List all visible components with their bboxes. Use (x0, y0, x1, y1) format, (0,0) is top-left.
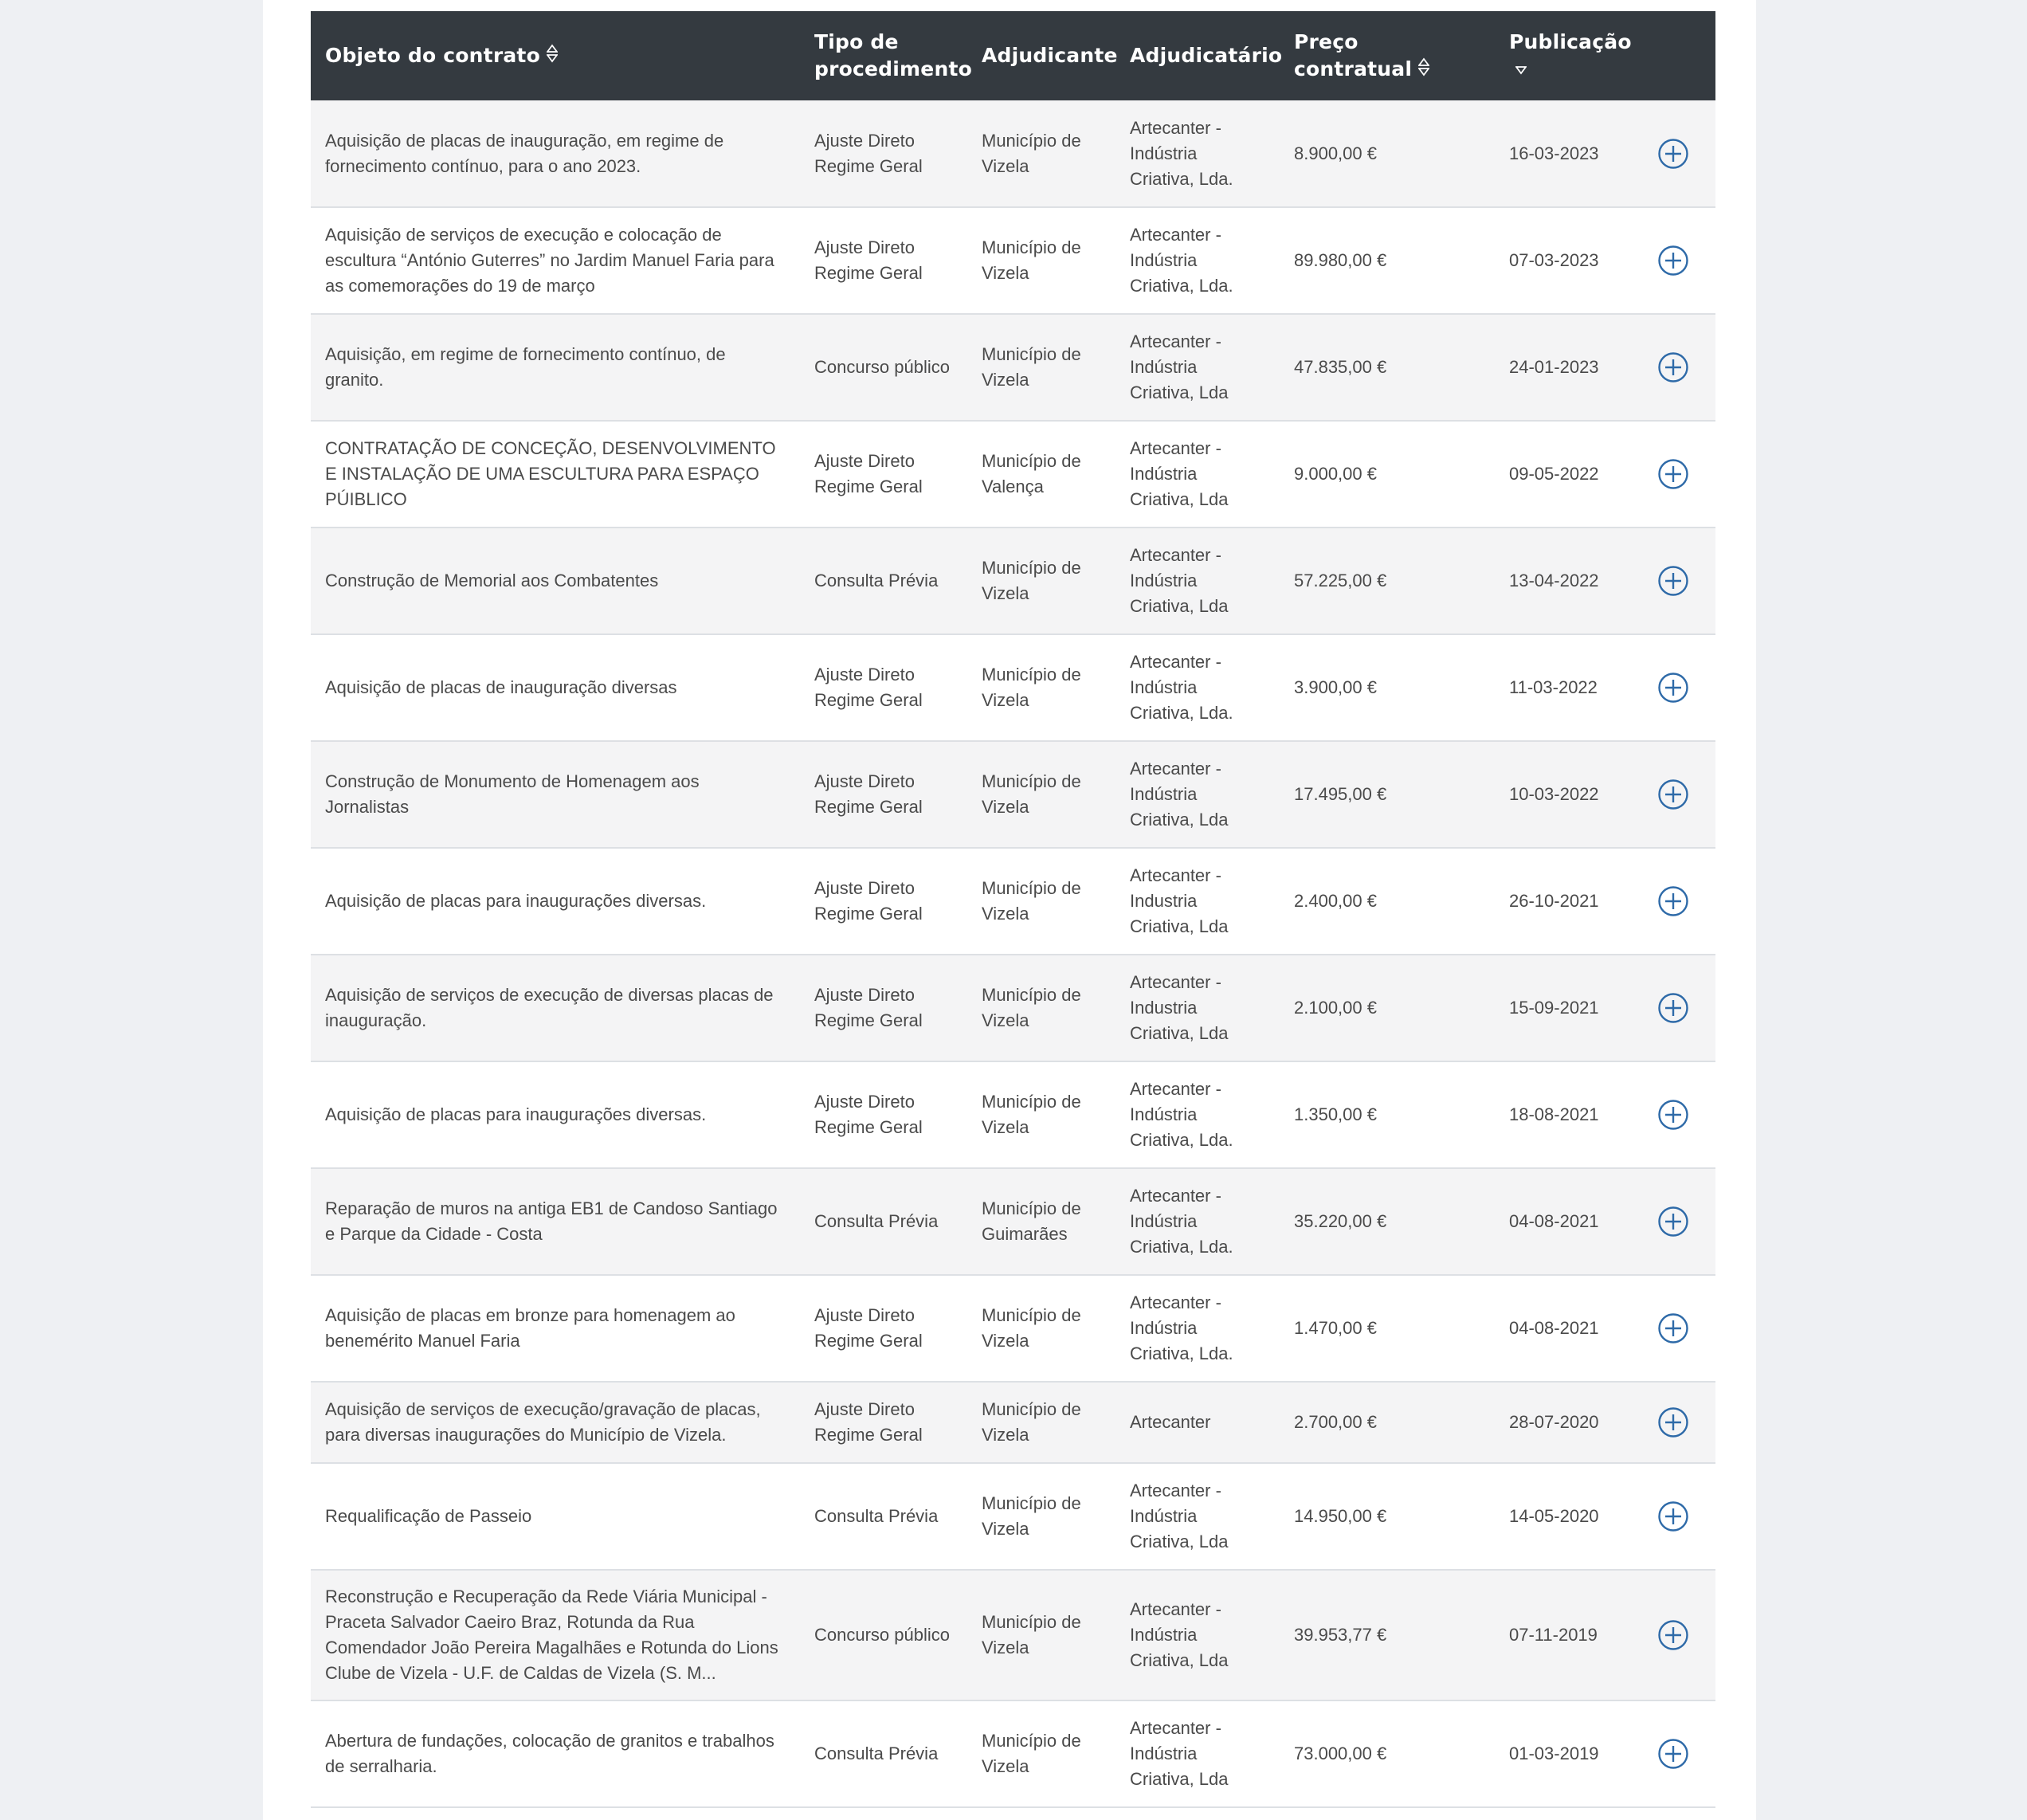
cell-objeto: Construção de Monumento de Homenagem aos Jornalistas (325, 771, 700, 817)
sort-both-icon[interactable] (1418, 57, 1429, 84)
table-row (311, 100, 1715, 207)
cell-adjudicatario: Artecanter - Indústria Criativa, Lda (1130, 1718, 1229, 1789)
cell-tipo: Consulta Prévia (814, 1506, 939, 1526)
cell-preco: 2.400,00 € (1294, 891, 1377, 911)
cell-adjudicatario: Artecanter - Indústria Criativa, Lda (1130, 759, 1229, 830)
header-tipo: Tipo de procedimento (814, 30, 972, 80)
cell-preco: 9.000,00 € (1294, 464, 1377, 484)
cell-adjudicatario: Artecanter - Indústria Criativa, Lda. (1130, 1186, 1233, 1257)
expand-plus-icon[interactable] (1657, 1210, 1689, 1230)
cell-objeto: Reparação de muros na antiga EB1 de Candoso Santiago e Parque da Cidade - Costa (325, 1198, 778, 1244)
cell-adjudicatario: Artecanter - Indústria Criativa, Lda (1130, 545, 1229, 616)
cell-objeto: Aquisição, em regime de fornecimento contínuo, de granito. (325, 344, 726, 390)
cell-objeto: Aquisição de placas para inaugurações diversas. (325, 891, 707, 911)
cell-objeto: Aquisição de placas em bronze para homenagem ao benemérito Manuel Faria (325, 1305, 735, 1351)
cell-tipo: Ajuste Direto Regime Geral (814, 985, 923, 1030)
table-row (311, 1275, 1715, 1382)
cell-adjudicatario: Artecanter - Industria Criativa, Lda (1130, 972, 1229, 1043)
table-row (311, 1570, 1715, 1700)
cell-tipo: Ajuste Direto Regime Geral (814, 237, 923, 283)
cell-objeto: Aquisição de serviços de execução e colocação de escultura “António Guterres” no Jardim Manuel Faria para as comemorações do 19 de março (325, 225, 774, 296)
sort-desc-icon[interactable] (1515, 57, 1527, 84)
cell-publicacao: 15-09-2021 (1509, 998, 1599, 1018)
expand-plus-icon[interactable] (1657, 677, 1689, 696)
cell-publicacao: 01-03-2019 (1509, 1744, 1599, 1763)
table-row (311, 848, 1715, 955)
expand-plus-icon[interactable] (1657, 1317, 1689, 1337)
expand-cell (1630, 741, 1715, 848)
cell-adjudicatario: Artecanter - Industria Criativa, Lda (1130, 865, 1229, 936)
cell-adjudicatario: Artecanter - Indústria Criativa, Lda. (1130, 652, 1233, 723)
cell-adjudicante: Município de Vizela (982, 130, 1081, 176)
cell-objeto: Requalificação de Passeio (325, 1506, 532, 1526)
header-publicacao[interactable]: Publicação (1495, 11, 1630, 100)
cell-publicacao: 24-01-2023 (1509, 357, 1599, 377)
cell-adjudicante: Município de Vizela (982, 558, 1081, 603)
expand-cell (1630, 1570, 1715, 1700)
cell-tipo: Ajuste Direto Regime Geral (814, 771, 923, 817)
cell-tipo: Ajuste Direto Regime Geral (814, 1092, 923, 1137)
cell-adjudicatario: Artecanter (1130, 1412, 1211, 1432)
cell-preco: 57.225,00 € (1294, 571, 1387, 590)
cell-publicacao: 26-10-2021 (1509, 891, 1599, 911)
cell-preco: 1.350,00 € (1294, 1104, 1377, 1124)
cell-adjudicatario: Artecanter - Indústria Criativa, Lda (1130, 331, 1229, 402)
expand-plus-icon[interactable] (1657, 783, 1689, 803)
cell-preco: 17.495,00 € (1294, 784, 1387, 804)
cell-objeto: Reconstrução e Recuperação da Rede Viária Municipal - Praceta Salvador Caeiro Braz, Rotunda da Rua Comendador João Pereira Magalhães e Rotunda do Lions Clube de Vizela - U.F. de Caldas de Vizela (S. M... (325, 1587, 778, 1683)
cell-preco: 2.100,00 € (1294, 998, 1377, 1018)
cell-adjudicante: Município de Vizela (982, 1305, 1081, 1351)
expand-cell (1630, 314, 1715, 421)
cell-preco: 1.470,00 € (1294, 1318, 1377, 1338)
cell-publicacao: 10-03-2022 (1509, 784, 1599, 804)
expand-plus-icon[interactable] (1657, 142, 1689, 162)
cell-publicacao: 04-08-2021 (1509, 1318, 1599, 1338)
cell-publicacao: 07-11-2019 (1509, 1625, 1598, 1645)
cell-adjudicante: Município de Guimarães (982, 1198, 1081, 1244)
table-row (311, 1382, 1715, 1463)
table-row (311, 314, 1715, 421)
cell-adjudicatario: Artecanter - Indústria Criativa, Lda. (1130, 117, 1233, 189)
cell-tipo: Ajuste Direto Regime Geral (814, 451, 923, 496)
cell-adjudicante: Município de Vizela (982, 878, 1081, 924)
cell-objeto: Construção de Memorial aos Combatentes (325, 571, 659, 590)
cell-tipo: Ajuste Direto Regime Geral (814, 878, 923, 924)
cell-tipo: Concurso público (814, 1625, 950, 1645)
expand-plus-icon[interactable] (1657, 1505, 1689, 1525)
cell-preco: 73.000,00 € (1294, 1744, 1387, 1763)
cell-adjudicante: Município de Vizela (982, 1399, 1081, 1445)
cell-adjudicante: Município de Vizela (982, 771, 1081, 817)
cell-preco: 3.900,00 € (1294, 677, 1377, 697)
cell-tipo: Ajuste Direto Regime Geral (814, 130, 923, 176)
expand-cell (1630, 955, 1715, 1061)
cell-adjudicante: Município de Vizela (982, 985, 1081, 1030)
table-row (311, 1061, 1715, 1168)
cell-objeto: Aquisição de placas de inauguração, em regime de fornecimento contínuo, para o ano 2023. (325, 130, 724, 176)
table-header-row (311, 11, 1715, 100)
table-row (311, 1463, 1715, 1570)
expand-cell (1630, 1700, 1715, 1807)
cell-publicacao: 14-05-2020 (1509, 1506, 1599, 1526)
expand-plus-icon[interactable] (1657, 1743, 1689, 1763)
cell-adjudicante: Município de Valença (982, 451, 1081, 496)
expand-plus-icon[interactable] (1657, 249, 1689, 269)
cell-preco: 89.980,00 € (1294, 250, 1387, 270)
table-row (311, 1168, 1715, 1275)
expand-plus-icon[interactable] (1657, 356, 1689, 376)
expand-plus-icon[interactable] (1657, 1411, 1689, 1431)
expand-plus-icon[interactable] (1657, 463, 1689, 483)
page-content (263, 0, 1756, 1820)
cell-objeto: Aquisição de placas de inauguração diversas (325, 677, 677, 697)
cell-tipo: Consulta Prévia (814, 571, 939, 590)
cell-adjudicante: Município de Vizela (982, 1612, 1081, 1657)
header-actions (1630, 11, 1715, 100)
cell-publicacao: 18-08-2021 (1509, 1104, 1599, 1124)
expand-cell (1630, 634, 1715, 741)
cell-tipo: Ajuste Direto Regime Geral (814, 1399, 923, 1445)
expand-cell (1630, 1463, 1715, 1570)
cell-tipo: Consulta Prévia (814, 1744, 939, 1763)
expand-plus-icon[interactable] (1657, 1624, 1689, 1644)
cell-preco: 8.900,00 € (1294, 143, 1377, 163)
cell-adjudicatario: Artecanter - Indústria Criativa, Lda (1130, 1481, 1229, 1551)
cell-preco: 14.950,00 € (1294, 1506, 1387, 1526)
cell-adjudicante: Município de Vizela (982, 1092, 1081, 1137)
cell-publicacao: 04-08-2021 (1509, 1211, 1599, 1231)
cell-adjudicatario: Artecanter - Indústria Criativa, Lda. (1130, 1079, 1233, 1150)
expand-cell (1630, 1168, 1715, 1275)
cell-preco: 2.700,00 € (1294, 1412, 1377, 1432)
cell-adjudicante: Município de Vizela (982, 237, 1081, 283)
cell-tipo: Ajuste Direto Regime Geral (814, 665, 923, 710)
cell-objeto: Aquisição de serviços de execução/gravação de placas, para diversas inaugurações do Município de Vizela. (325, 1399, 761, 1445)
table-row (311, 634, 1715, 741)
cell-preco: 35.220,00 € (1294, 1211, 1387, 1231)
cell-adjudicante: Município de Vizela (982, 1731, 1081, 1776)
cell-publicacao: 13-04-2022 (1509, 571, 1599, 590)
expand-cell (1630, 421, 1715, 528)
cell-adjudicante: Município de Vizela (982, 665, 1081, 710)
cell-tipo: Ajuste Direto Regime Geral (814, 1305, 923, 1351)
expand-plus-icon[interactable] (1657, 570, 1689, 590)
expand-cell (1630, 1061, 1715, 1168)
expand-plus-icon[interactable] (1657, 890, 1689, 910)
table-row (311, 421, 1715, 528)
header-preco[interactable]: Preço contratual (1280, 11, 1495, 100)
header-adjudicatario: Adjudicatário (1130, 44, 1283, 67)
expand-plus-icon[interactable] (1657, 997, 1689, 1017)
cell-publicacao: 07-03-2023 (1509, 250, 1599, 270)
expand-cell (1630, 848, 1715, 955)
cell-tipo: Concurso público (814, 357, 950, 377)
cell-adjudicatario: Artecanter - Indústria Criativa, Lda (1130, 438, 1229, 509)
cell-objeto: Aquisição de serviços de execução de diversas placas de inauguração. (325, 985, 774, 1030)
table-row (311, 528, 1715, 634)
expand-cell (1630, 528, 1715, 634)
table-row (311, 207, 1715, 314)
cell-publicacao: 09-05-2022 (1509, 464, 1599, 484)
cell-preco: 39.953,77 € (1294, 1625, 1387, 1645)
cell-adjudicante: Município de Vizela (982, 344, 1081, 390)
table-row (311, 1700, 1715, 1807)
expand-cell (1630, 1275, 1715, 1382)
sort-both-icon[interactable] (547, 43, 558, 70)
cell-objeto: Abertura de fundações, colocação de granitos e trabalhos de serralharia. (325, 1731, 774, 1776)
expand-cell (1630, 100, 1715, 207)
cell-adjudicatario: Artecanter - Indústria Criativa, Lda (1130, 1599, 1229, 1670)
cell-tipo: Consulta Prévia (814, 1211, 939, 1231)
cell-publicacao: 11-03-2022 (1509, 677, 1598, 697)
cell-adjudicatario: Artecanter - Indústria Criativa, Lda. (1130, 225, 1233, 296)
cell-objeto: CONTRATAÇÃO DE CONCEÇÃO, DESENVOLVIMENTO E INSTALAÇÃO DE UMA ESCULTURA PARA ESPAÇO PÚIBLICO (325, 438, 776, 509)
header-adjudicante: Adjudicante (982, 44, 1118, 67)
cell-objeto: Aquisição de placas para inaugurações diversas. (325, 1104, 707, 1124)
cell-publicacao: 16-03-2023 (1509, 143, 1599, 163)
expand-cell (1630, 207, 1715, 314)
cell-adjudicante: Município de Vizela (982, 1493, 1081, 1539)
table-row (311, 955, 1715, 1061)
expand-cell (1630, 1382, 1715, 1463)
cell-adjudicatario: Artecanter - Indústria Criativa, Lda. (1130, 1292, 1233, 1363)
cell-preco: 47.835,00 € (1294, 357, 1387, 377)
header-objeto[interactable]: Objeto do contrato (311, 11, 800, 100)
expand-plus-icon[interactable] (1657, 1104, 1689, 1124)
table-row (311, 741, 1715, 848)
cell-publicacao: 28-07-2020 (1509, 1412, 1599, 1432)
contracts-table (311, 11, 1715, 1808)
